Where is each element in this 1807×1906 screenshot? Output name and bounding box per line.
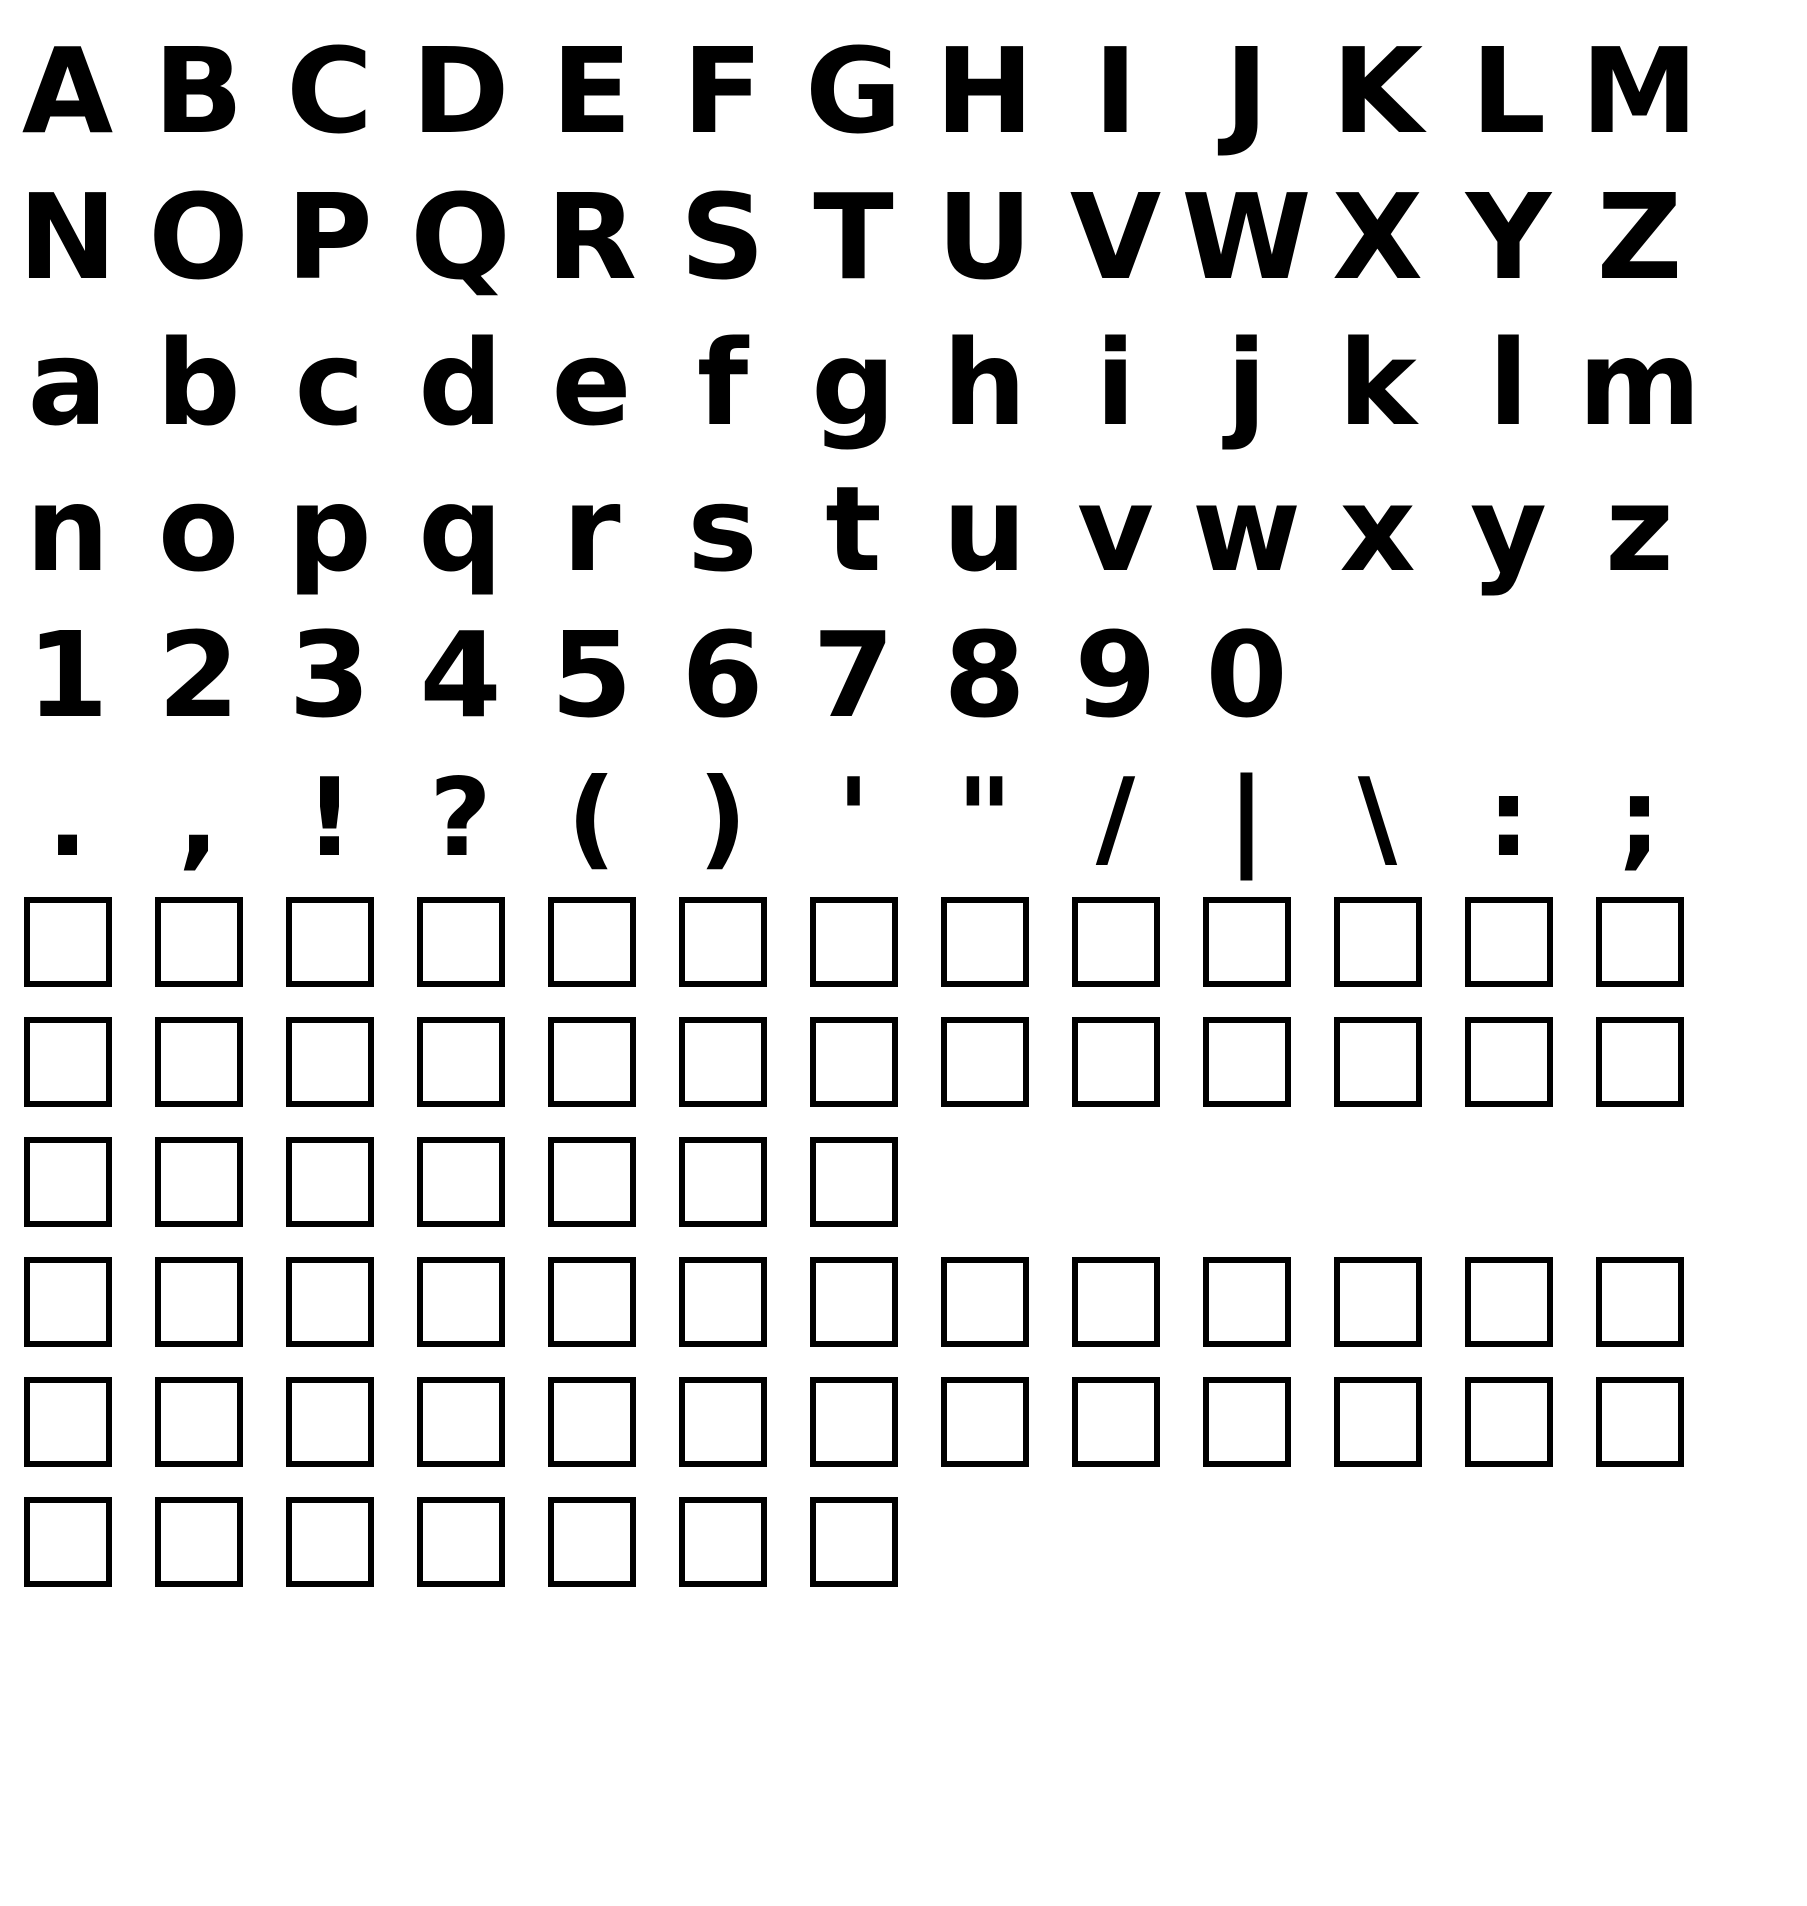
glyph-cell: J — [1224, 22, 1269, 160]
notdef-glyph-cell — [1443, 897, 1574, 987]
notdef-box-icon — [286, 1017, 374, 1107]
notdef-glyph-cell — [1574, 1017, 1705, 1107]
notdef-glyph-cell — [133, 1377, 264, 1467]
glyph-cell: 3 — [288, 606, 371, 744]
glyph-cell: v — [1077, 460, 1154, 598]
notdef-box-icon — [155, 1257, 243, 1347]
notdef-box-icon — [24, 897, 112, 987]
notdef-box-icon — [1465, 897, 1553, 987]
notdef-row-5 — [0, 1362, 1807, 1482]
punctuation-row — [0, 740, 1807, 882]
notdef-box-icon — [1203, 1257, 1291, 1347]
notdef-glyph-cell — [395, 1497, 526, 1587]
glyph-cell: M — [1580, 22, 1699, 160]
notdef-glyph-cell — [657, 1017, 788, 1107]
glyph-cell: p — [287, 460, 372, 598]
notdef-glyph-cell — [1574, 897, 1705, 987]
notdef-box-icon — [1072, 897, 1160, 987]
notdef-box-icon — [1334, 1257, 1422, 1347]
notdef-glyph-cell — [919, 897, 1050, 987]
glyph-cell: z — [1605, 460, 1674, 598]
glyph-cell: i — [1095, 314, 1136, 452]
notdef-glyph-cell — [657, 1137, 788, 1227]
notdef-box-icon — [417, 1017, 505, 1107]
notdef-box-icon — [1596, 897, 1684, 987]
glyph-cell: | — [1226, 756, 1267, 881]
glyph-cell: A — [21, 22, 114, 160]
notdef-glyph-cell — [788, 1137, 919, 1227]
notdef-row-6 — [0, 1482, 1807, 1602]
notdef-glyph-cell — [2, 1017, 133, 1107]
uppercase-row-1 — [0, 10, 1807, 160]
notdef-box-icon — [155, 897, 243, 987]
glyph-cell: D — [411, 22, 510, 160]
notdef-glyph-cell — [526, 1497, 657, 1587]
uppercase-row-2 — [0, 156, 1807, 306]
notdef-glyph-cell — [1574, 1377, 1705, 1467]
notdef-row-2 — [0, 1002, 1807, 1122]
glyph-cell: Y — [1465, 168, 1552, 306]
notdef-glyph-cell — [133, 1137, 264, 1227]
notdef-box-icon — [810, 897, 898, 987]
notdef-box-icon — [1334, 897, 1422, 987]
notdef-glyph-cell — [788, 897, 919, 987]
notdef-glyph-cell — [788, 1497, 919, 1587]
glyph-cell: H — [935, 22, 1034, 160]
notdef-glyph-cell — [1574, 1257, 1705, 1347]
notdef-box-icon — [548, 1257, 636, 1347]
notdef-box-icon — [24, 1497, 112, 1587]
notdef-box-icon — [1465, 1257, 1553, 1347]
notdef-box-icon — [24, 1017, 112, 1107]
notdef-glyph-cell — [264, 1497, 395, 1587]
notdef-box-icon — [1203, 897, 1291, 987]
glyph-cell: ) — [697, 756, 748, 881]
notdef-box-icon — [1203, 1017, 1291, 1107]
notdef-box-icon — [1465, 1377, 1553, 1467]
glyph-cell: \ — [1357, 756, 1398, 881]
glyph-cell: 8 — [943, 606, 1026, 744]
notdef-glyph-cell — [788, 1377, 919, 1467]
notdef-row-3 — [0, 1122, 1807, 1242]
glyph-cell: b — [156, 314, 241, 452]
lowercase-row-2 — [0, 448, 1807, 598]
notdef-glyph-cell — [133, 897, 264, 987]
notdef-box-icon — [810, 1137, 898, 1227]
notdef-glyph-cell — [133, 1497, 264, 1587]
notdef-box-icon — [417, 1497, 505, 1587]
notdef-glyph-cell — [1050, 1017, 1181, 1107]
notdef-glyph-cell — [264, 1137, 395, 1227]
notdef-glyph-cell — [657, 1497, 788, 1587]
glyph-cell: . — [46, 756, 89, 881]
notdef-glyph-cell — [1443, 1377, 1574, 1467]
glyph-cell: X — [1332, 168, 1423, 306]
notdef-box-icon — [24, 1377, 112, 1467]
notdef-box-icon — [941, 897, 1029, 987]
glyph-cell: E — [551, 22, 632, 160]
glyph-cell: ( — [566, 756, 617, 881]
notdef-box-icon — [417, 897, 505, 987]
glyph-cell: 2 — [157, 606, 240, 744]
notdef-box-icon — [1596, 1377, 1684, 1467]
glyph-cell: B — [153, 22, 244, 160]
notdef-glyph-cell — [1181, 897, 1312, 987]
notdef-box-icon — [155, 1497, 243, 1587]
notdef-box-icon — [679, 1017, 767, 1107]
glyph-cell: s — [687, 460, 758, 598]
notdef-glyph-cell — [2, 897, 133, 987]
notdef-box-icon — [155, 1017, 243, 1107]
glyph-cell: 1 — [26, 606, 109, 744]
glyph-cell: V — [1069, 168, 1162, 306]
notdef-glyph-cell — [1050, 1257, 1181, 1347]
notdef-glyph-cell — [1181, 1377, 1312, 1467]
notdef-glyph-cell — [395, 1257, 526, 1347]
notdef-box-icon — [417, 1137, 505, 1227]
lowercase-row-1 — [0, 302, 1807, 452]
notdef-glyph-cell — [657, 1257, 788, 1347]
glyph-cell: x — [1339, 460, 1416, 598]
glyph-cell: j — [1226, 314, 1267, 452]
notdef-box-icon — [1465, 1017, 1553, 1107]
notdef-glyph-cell — [1312, 1017, 1443, 1107]
notdef-glyph-cell — [1312, 1377, 1443, 1467]
notdef-glyph-cell — [526, 1377, 657, 1467]
glyph-cell: O — [148, 168, 249, 306]
notdef-glyph-cell — [919, 1257, 1050, 1347]
notdef-glyph-cell — [2, 1257, 133, 1347]
glyph-cell: w — [1191, 460, 1301, 598]
glyph-cell: 5 — [550, 606, 633, 744]
glyph-cell: ? — [429, 756, 492, 881]
glyph-cell: 4 — [419, 606, 502, 744]
glyph-cell: W — [1181, 168, 1312, 306]
glyph-cell: / — [1095, 756, 1136, 881]
notdef-box-icon — [286, 1137, 374, 1227]
notdef-box-icon — [941, 1377, 1029, 1467]
notdef-box-icon — [548, 1137, 636, 1227]
notdef-box-icon — [548, 1377, 636, 1467]
notdef-glyph-cell — [788, 1017, 919, 1107]
notdef-glyph-cell — [395, 897, 526, 987]
notdef-glyph-cell — [919, 1017, 1050, 1107]
notdef-box-icon — [1072, 1017, 1160, 1107]
notdef-glyph-cell — [526, 1017, 657, 1107]
glyph-cell: q — [418, 460, 503, 598]
glyph-cell: u — [942, 460, 1027, 598]
notdef-glyph-cell — [657, 897, 788, 987]
notdef-glyph-cell — [1050, 1377, 1181, 1467]
glyph-cell: m — [1578, 314, 1701, 452]
notdef-box-icon — [941, 1257, 1029, 1347]
notdef-box-icon — [286, 1497, 374, 1587]
glyph-cell: T — [813, 168, 894, 306]
notdef-box-icon — [810, 1257, 898, 1347]
glyph-cell: L — [1470, 22, 1547, 160]
glyph-cell: K — [1331, 22, 1424, 160]
notdef-glyph-cell — [264, 897, 395, 987]
notdef-glyph-cell — [1443, 1017, 1574, 1107]
glyph-cell: I — [1093, 22, 1138, 160]
notdef-box-icon — [1596, 1257, 1684, 1347]
glyph-cell: 0 — [1205, 606, 1288, 744]
notdef-glyph-cell — [526, 1137, 657, 1227]
notdef-box-icon — [679, 1257, 767, 1347]
notdef-box-icon — [1072, 1377, 1160, 1467]
notdef-glyph-cell — [788, 1257, 919, 1347]
glyph-cell: N — [18, 168, 117, 306]
notdef-glyph-cell — [395, 1137, 526, 1227]
glyph-cell: F — [682, 22, 763, 160]
glyph-cell: f — [696, 314, 749, 452]
notdef-box-icon — [24, 1137, 112, 1227]
notdef-box-icon — [1334, 1377, 1422, 1467]
notdef-box-icon — [155, 1137, 243, 1227]
glyph-cell: ; — [1617, 756, 1662, 881]
notdef-box-icon — [286, 1257, 374, 1347]
notdef-box-icon — [548, 897, 636, 987]
notdef-box-icon — [679, 1137, 767, 1227]
glyph-cell: 6 — [681, 606, 764, 744]
notdef-box-icon — [679, 1497, 767, 1587]
notdef-glyph-cell — [133, 1017, 264, 1107]
glyph-cell: " — [956, 756, 1013, 881]
glyph-cell: k — [1338, 314, 1417, 452]
notdef-box-icon — [1072, 1257, 1160, 1347]
notdef-box-icon — [548, 1017, 636, 1107]
notdef-box-icon — [417, 1377, 505, 1467]
glyph-cell: y — [1470, 460, 1547, 598]
glyph-cell: P — [286, 168, 373, 306]
notdef-box-icon — [548, 1497, 636, 1587]
notdef-row-1 — [0, 882, 1807, 1002]
notdef-box-icon — [810, 1377, 898, 1467]
glyph-cell: 9 — [1074, 606, 1157, 744]
notdef-glyph-cell — [2, 1377, 133, 1467]
glyph-cell: n — [25, 460, 110, 598]
glyph-cell: g — [811, 314, 896, 452]
glyph-cell: l — [1488, 314, 1529, 452]
notdef-glyph-cell — [395, 1377, 526, 1467]
notdef-glyph-cell — [264, 1017, 395, 1107]
notdef-box-icon — [286, 897, 374, 987]
notdef-glyph-cell — [1050, 897, 1181, 987]
notdef-box-icon — [155, 1377, 243, 1467]
glyph-cell: a — [27, 314, 108, 452]
notdef-glyph-cell — [264, 1377, 395, 1467]
notdef-glyph-cell — [395, 1017, 526, 1107]
notdef-glyph-cell — [2, 1497, 133, 1587]
digits-row — [0, 594, 1807, 744]
notdef-glyph-cell — [657, 1377, 788, 1467]
notdef-glyph-cell — [2, 1137, 133, 1227]
glyph-cell: e — [551, 314, 632, 452]
glyph-cell: ! — [304, 756, 355, 881]
glyph-cell: r — [562, 460, 621, 598]
glyph-cell: t — [825, 460, 882, 598]
notdef-glyph-cell — [526, 1257, 657, 1347]
glyph-cell: S — [680, 168, 765, 306]
notdef-box-icon — [1334, 1017, 1422, 1107]
notdef-glyph-cell — [264, 1257, 395, 1347]
notdef-box-icon — [810, 1497, 898, 1587]
notdef-box-icon — [941, 1017, 1029, 1107]
notdef-box-icon — [810, 1017, 898, 1107]
notdef-glyph-cell — [1312, 1257, 1443, 1347]
notdef-glyph-cell — [133, 1257, 264, 1347]
notdef-box-icon — [24, 1257, 112, 1347]
glyph-cell: h — [942, 314, 1027, 452]
notdef-box-icon — [679, 1377, 767, 1467]
glyph-cell: Q — [410, 168, 511, 306]
glyph-cell: 7 — [812, 606, 895, 744]
notdef-glyph-cell — [919, 1377, 1050, 1467]
notdef-box-icon — [286, 1377, 374, 1467]
glyph-cell: Z — [1596, 168, 1683, 306]
notdef-box-icon — [679, 897, 767, 987]
glyph-cell: G — [805, 22, 902, 160]
glyph-cell: o — [157, 460, 240, 598]
notdef-glyph-cell — [1443, 1257, 1574, 1347]
notdef-glyph-cell — [1312, 897, 1443, 987]
glyph-cell: C — [286, 22, 373, 160]
notdef-glyph-cell — [1181, 1257, 1312, 1347]
notdef-box-icon — [417, 1257, 505, 1347]
notdef-glyph-cell — [526, 897, 657, 987]
glyph-cell: d — [418, 314, 503, 452]
notdef-box-icon — [1596, 1017, 1684, 1107]
notdef-glyph-cell — [1181, 1017, 1312, 1107]
glyph-cell: R — [546, 168, 637, 306]
notdef-box-icon — [1203, 1377, 1291, 1467]
notdef-row-4 — [0, 1242, 1807, 1362]
glyph-cell: c — [294, 314, 365, 452]
glyph-cell: ' — [836, 756, 871, 881]
glyph-cell: , — [177, 756, 220, 881]
glyph-cell: U — [936, 168, 1033, 306]
glyph-cell: : — [1486, 756, 1531, 881]
